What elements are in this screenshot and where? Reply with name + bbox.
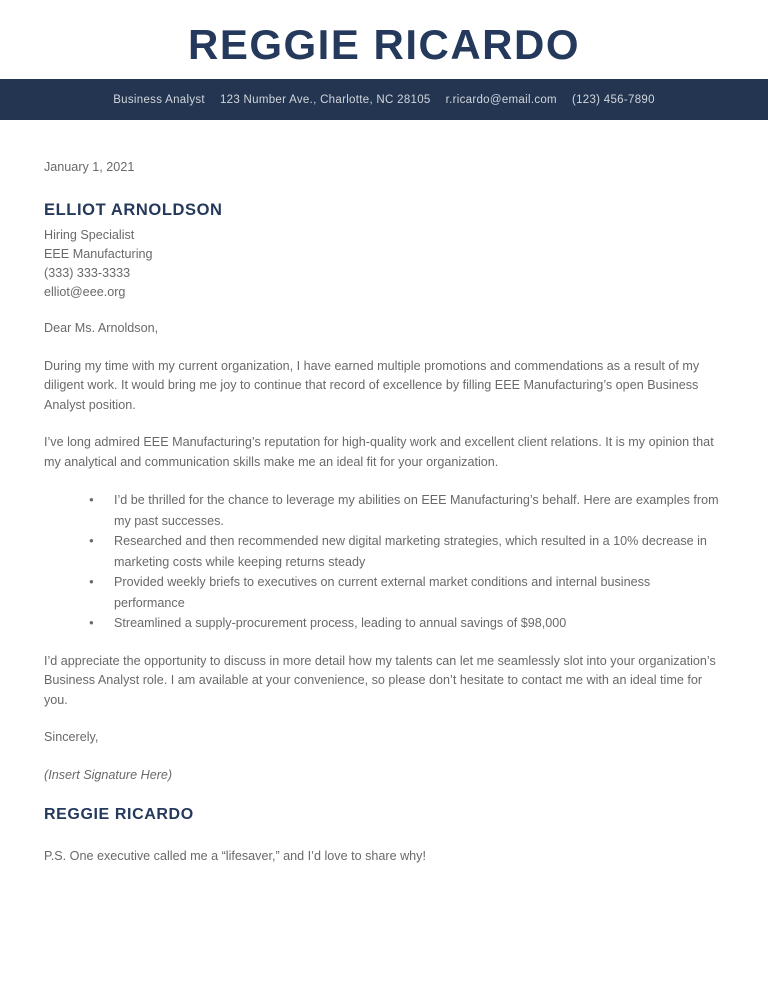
paragraph-1: During my time with my current organization, I have earned multiple promotions and commendations as a result of my diligent work. It would bring me joy to continue that record of excellence by filling EEE Manufacturing’s open Business Analyst position. <box>44 358 700 412</box>
salutation: Dear Ms. Arnoldson, <box>44 321 159 336</box>
recipient-company: EEE Manufacturing <box>44 246 153 261</box>
closing: Sincerely, <box>44 730 99 745</box>
signature-name: REGGIE RICARDO <box>44 806 194 824</box>
recipient-block <box>44 201 723 302</box>
recipient-title: Hiring Specialist <box>44 228 135 243</box>
paragraph-3: I’d appreciate the opportunity to discuss in more detail how my talents can let me seamlessly slot into your organization’s Business Analyst role. I am available at your convenience, so please don’t hesitate to contact me with an ideal time for you. <box>44 653 716 707</box>
recipient-name: ELLIOT ARNOLDSON <box>44 200 223 219</box>
achievement-item: ● Streamlined a supply-procurement process, leading to annual savings of $98,000 <box>114 613 723 634</box>
postscript: P.S. One executive called me a “lifesaver,” and I’d love to share why! <box>44 848 426 863</box>
achievement-item: ● Researched and then recommended new digital marketing strategies, which resulted in a 10% decrease in marketing costs while keeping returns steady <box>114 531 723 572</box>
cover-letter-page <box>0 22 768 994</box>
letter-body <box>0 120 768 866</box>
contact-address: 123 Number Ave., Charlotte, NC 28105 <box>219 93 431 106</box>
recipient-email: elliot@eee.org <box>44 284 126 299</box>
achievement-item: ● I’d be thrilled for the chance to leverage my abilities on EEE Manufacturing’s behalf. Here are examples from my past successes. <box>114 490 723 531</box>
contact-email: r.ricardo@email.com <box>445 93 557 106</box>
achievements-list <box>44 490 723 634</box>
signature-placeholder: (Insert Signature Here) <box>44 767 173 782</box>
contact-phone: (123) 456-7890 <box>571 93 655 106</box>
achievement-item: ● Provided weekly briefs to executives on current external market conditions and internal business performance <box>114 572 723 613</box>
contact-bar <box>0 79 768 120</box>
page-title: REGGIE RICARDO <box>187 21 581 68</box>
recipient-phone: (333) 333-3333 <box>44 265 131 280</box>
paragraph-2: I’ve long admired EEE Manufacturing’s reputation for high-quality work and excellent client relations. It is my opinion that my analytical and communication skills make me an ideal fit for your organization. <box>44 435 714 469</box>
letter-date: January 1, 2021 <box>44 160 135 175</box>
contact-role: Business Analyst <box>113 93 205 106</box>
